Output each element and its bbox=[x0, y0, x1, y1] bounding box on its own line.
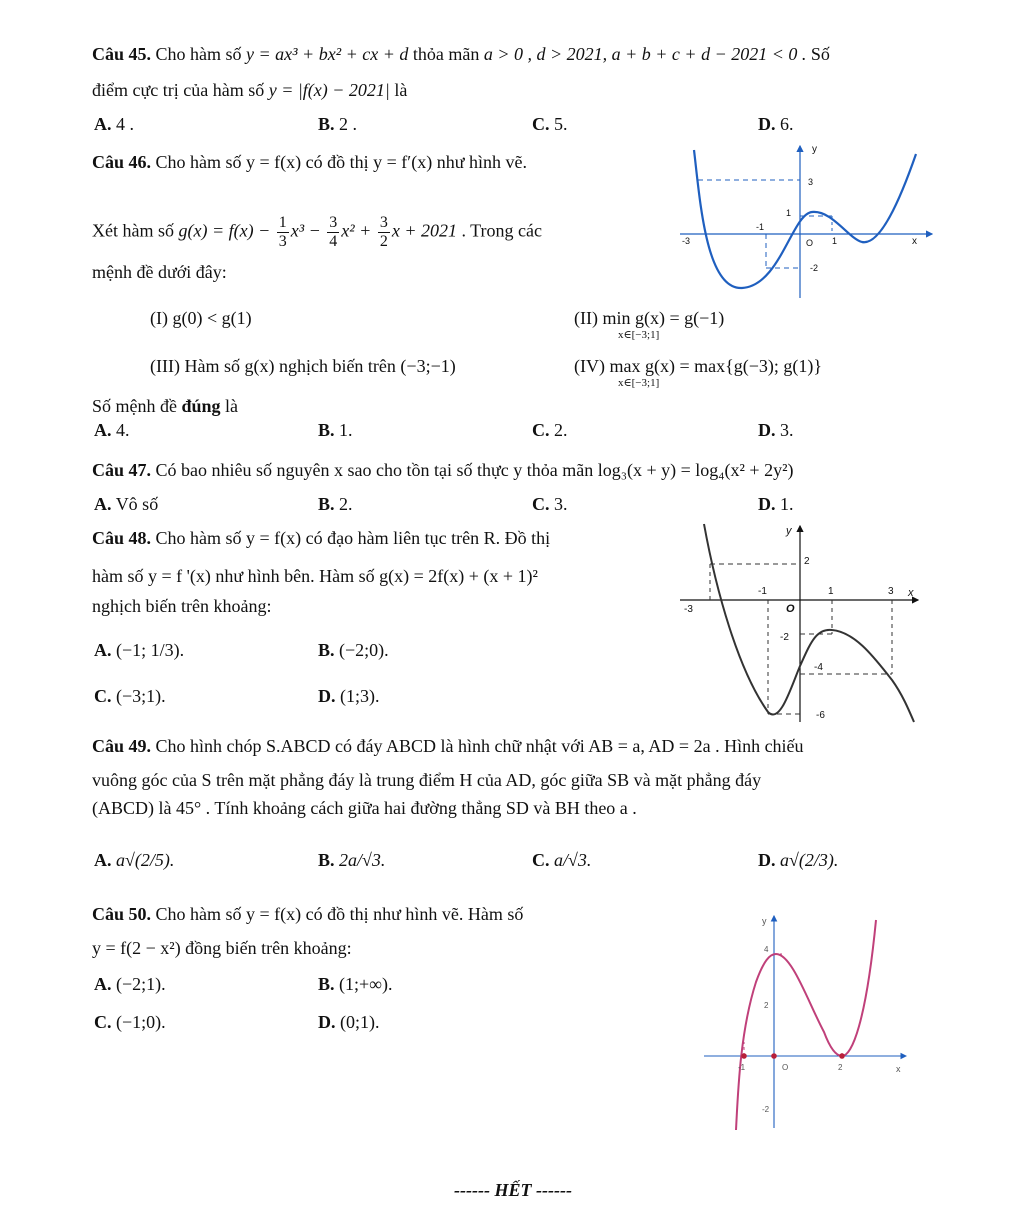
q50-point-0 bbox=[771, 1053, 777, 1059]
q48-label-o: O bbox=[786, 603, 795, 615]
q50-label-x: x bbox=[896, 1064, 901, 1074]
q47-option-b[interactable]: B. 2. bbox=[318, 494, 353, 514]
q48-option-c[interactable]: C. (−3;1). bbox=[94, 686, 166, 706]
frac-1-3: $\frac{1}{3}$ bbox=[278, 214, 287, 250]
q48-option-b[interactable]: B. (−2;0). bbox=[318, 640, 389, 660]
q49-line3: (ABCD) là 45° . Tính khoảng cách giữa hai đường thẳng SD và BH theo a . bbox=[92, 798, 637, 818]
q48-label-m3: -3 bbox=[684, 604, 693, 615]
q50-option-b[interactable]: B. (1;+∞). bbox=[318, 974, 393, 994]
q46-label-1: 1 bbox=[786, 208, 792, 218]
q45-line1: Câu 45. Cho hàm số y = ax³ + bx² + cx + d thỏa mãn a > 0 , d > 2021, a + b + c + d − 2021 < 0 . Số bbox=[92, 44, 830, 64]
q45-func: y = ax³ + bx² + cx + d bbox=[246, 44, 409, 64]
q47-option-c[interactable]: C. 3. bbox=[532, 494, 568, 514]
q48-option-a[interactable]: A. (−1; 1/3). bbox=[94, 640, 185, 660]
q46-curve bbox=[694, 150, 916, 288]
q50-option-d[interactable]: D. (0;1). bbox=[318, 1012, 380, 1032]
q50-label-4: 4 bbox=[764, 945, 769, 954]
q48-label-m6: -6 bbox=[816, 710, 825, 721]
q45-option-c[interactable]: C. 5. bbox=[532, 114, 568, 134]
q47-option-d[interactable]: D. 1. bbox=[758, 494, 794, 514]
q46-label-m2: -2 bbox=[810, 263, 819, 273]
q50-label-2: 2 bbox=[764, 1001, 769, 1010]
q48-label-m1: -1 bbox=[758, 586, 767, 597]
q50-label: Câu 50. bbox=[92, 904, 152, 924]
q49-line2: vuông góc của S trên mặt phẳng đáy là trung điểm H của AD, góc giữa SB và mặt phẳng đáy bbox=[92, 770, 762, 790]
q50-point-m1 bbox=[741, 1053, 747, 1059]
q46-statement-4: (IV) max g(x) = max{g(−3); g(1)} bbox=[574, 356, 823, 376]
q48-label-m4: -4 bbox=[814, 662, 823, 673]
q45-option-b[interactable]: B. 2 . bbox=[318, 114, 358, 134]
q50-option-c[interactable]: C. (−1;0). bbox=[94, 1012, 166, 1032]
q46-graph bbox=[676, 140, 938, 302]
q48-line3: nghịch biến trên khoảng: bbox=[92, 596, 272, 616]
q48-label-x: x bbox=[908, 587, 914, 599]
page-footer: ------ HẾT ------ bbox=[454, 1180, 572, 1200]
q50-graph bbox=[700, 912, 910, 1132]
q45-option-a[interactable]: A. 4 . bbox=[94, 114, 134, 134]
q48-label-y: y bbox=[786, 525, 792, 537]
q48-label: Câu 48. bbox=[92, 528, 152, 548]
q48-graph bbox=[676, 520, 924, 726]
q45-option-d[interactable]: D. 6. bbox=[758, 114, 794, 134]
q50-label-h2: 2 bbox=[838, 1063, 843, 1072]
q45-line2: điểm cực trị của hàm số y = |f(x) − 2021| là bbox=[92, 80, 408, 100]
q50-curve bbox=[736, 920, 876, 1130]
q46-label-o: O bbox=[806, 238, 814, 248]
q46-label-m3: -3 bbox=[682, 236, 691, 246]
frac-3-2: $\frac{3}{2}$ bbox=[379, 214, 388, 250]
q46-domain-sub-2: x∈[−3;1] bbox=[618, 329, 660, 341]
q46-statement-3: (III) Hàm số g(x) nghịch biến trên (−3;−1) bbox=[150, 356, 456, 376]
q46-label-y: y bbox=[812, 144, 817, 155]
q46-statement-2: (II) min g(x) = g(−1) bbox=[574, 308, 725, 328]
q46-label-x: x bbox=[912, 236, 917, 247]
q48-label-m2: -2 bbox=[780, 632, 789, 643]
q48-option-d[interactable]: D. (1;3). bbox=[318, 686, 380, 706]
q46-option-c[interactable]: C. 2. bbox=[532, 420, 568, 440]
q45-func2: y = |f(x) − 2021| bbox=[268, 80, 390, 100]
q49-option-b[interactable]: B. 2a/√3. bbox=[318, 850, 386, 870]
q50-point-2 bbox=[839, 1053, 845, 1059]
q46-line2: Xét hàm số g(x) = f(x) − $\frac{1}{3}$ x³ − $\frac{3}{4}$ x² + $\frac{3}{2}$ x + 2021 . Trong các bbox=[92, 214, 542, 250]
q46-label-m1: -1 bbox=[756, 222, 765, 232]
q50-label-m2: -2 bbox=[762, 1105, 770, 1114]
q49-label: Câu 49. bbox=[92, 736, 152, 756]
q50-line1: Câu 50. Cho hàm số y = f(x) có đồ thị như hình vẽ. Hàm số bbox=[92, 904, 524, 924]
q49-option-a[interactable]: A. a√(2/5). bbox=[94, 850, 175, 870]
q46-question: Số mệnh đề đúng là bbox=[92, 396, 239, 416]
q49-line1: Câu 49. Cho hình chóp S.ABCD có đáy ABCD là hình chữ nhật với AB = a, AD = 2a . Hình chiếu bbox=[92, 736, 804, 756]
q48-line1: Câu 48. Cho hàm số y = f(x) có đạo hàm liên tục trên R. Đồ thị bbox=[92, 528, 551, 548]
q46-option-d[interactable]: D. 3. bbox=[758, 420, 794, 440]
q48-label-h3: 3 bbox=[888, 586, 894, 597]
q48-line2: hàm số y = f '(x) như hình bên. Hàm số g(x) = 2f(x) + (x + 1)² bbox=[92, 566, 538, 586]
q46-label: Câu 46. bbox=[92, 152, 152, 172]
q50-label-y: y bbox=[762, 916, 767, 926]
q45-cond: a > 0 , d > 2021, a + b + c + d − 2021 < 0 . bbox=[483, 44, 807, 64]
q46-statement-1: (I) g(0) < g(1) bbox=[150, 308, 252, 328]
q46-line1: Câu 46. Cho hàm số y = f(x) có đồ thị y = f′(x) như hình vẽ. bbox=[92, 152, 527, 172]
q46-domain-sub-4: x∈[−3;1] bbox=[618, 377, 660, 389]
q48-label-2: 2 bbox=[804, 556, 810, 567]
q47-option-a[interactable]: A. Vô số bbox=[94, 494, 159, 514]
q46-option-b[interactable]: B. 1. bbox=[318, 420, 353, 440]
q49-option-c[interactable]: C. a/√3. bbox=[532, 850, 592, 870]
q50-label-m1: -1 bbox=[738, 1063, 746, 1072]
frac-3-4: $\frac{3}{4}$ bbox=[329, 214, 338, 250]
q46-option-a[interactable]: A. 4. bbox=[94, 420, 130, 440]
q46-line3: mệnh đề dưới đây: bbox=[92, 262, 227, 282]
q47-line: Câu 47. Có bao nhiêu số nguyên x sao cho tồn tại số thực y thỏa mãn log₃(x + y) = log₄(x² + 2y²) bbox=[92, 460, 794, 480]
q48-curve bbox=[704, 524, 914, 722]
q47-label: Câu 47. bbox=[92, 460, 152, 480]
q46-label-h1: 1 bbox=[832, 236, 838, 246]
q50-line2: y = f(2 − x²) đồng biến trên khoảng: bbox=[92, 938, 352, 958]
q50-option-a[interactable]: A. (−2;1). bbox=[94, 974, 166, 994]
q46-label-3: 3 bbox=[808, 177, 814, 187]
q45-label: Câu 45. bbox=[92, 44, 152, 64]
q50-label-o: O bbox=[782, 1063, 789, 1072]
q49-option-d[interactable]: D. a√(2/3). bbox=[758, 850, 839, 870]
q48-label-h1: 1 bbox=[828, 586, 834, 597]
